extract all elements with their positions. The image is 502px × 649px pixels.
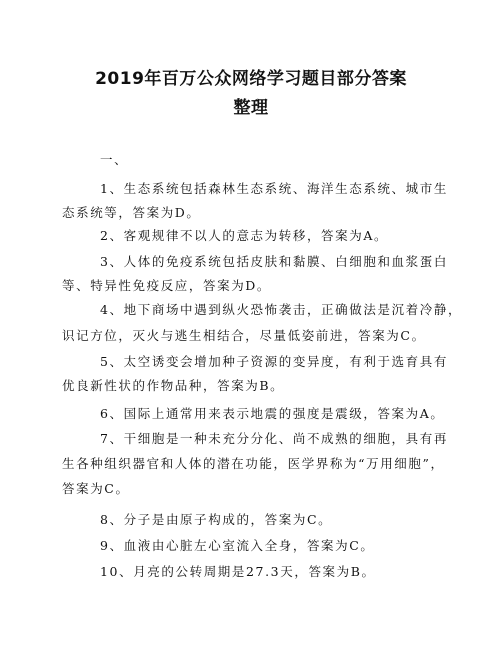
document-title-line-2: 整理 xyxy=(233,98,269,118)
answer-line: 8、分子是由原子构成的，答案为C。 xyxy=(100,512,333,527)
section-marker: 一、 xyxy=(100,152,129,167)
answer-line: 1、生态系统包括森林生态系统、海洋生态系统、城市生 xyxy=(100,181,448,196)
answer-line: 7、干细胞是一种未充分分化、尚不成熟的细胞，具有再 xyxy=(100,431,448,446)
answer-line: 答案为C。 xyxy=(62,481,130,496)
answer-line: 5、太空诱变会增加种子资源的变异度，有利于选育具有 xyxy=(100,354,448,369)
answer-line: 4、地下商场中遇到纵火恐怖袭击，正确做法是沉着冷静， xyxy=(100,302,463,317)
answer-line: 等、特异性免疫反应，答案为D。 xyxy=(62,278,272,293)
document-title-line-1: 2019年百万公众网络学习题目部分答案 xyxy=(95,69,407,89)
answer-line: 2、客观规律不以人的意志为转移，答案为A。 xyxy=(100,228,389,243)
answer-line: 10、月亮的公转周期是27.3天，答案为B。 xyxy=(100,564,376,579)
answer-line: 识记方位，灭火与逃生相结合，尽量低姿前进，答案为C。 xyxy=(62,328,426,343)
answer-line: 优良新性状的作物品种，答案为B。 xyxy=(62,378,285,393)
answer-line: 9、血液由心脏左心室流入全身，答案为C。 xyxy=(100,538,375,553)
answer-line: 生各种组织器官和人体的潜在功能，医学界称为“万用细胞”， xyxy=(62,456,445,471)
answer-line: 6、国际上通常用来表示地震的强度是震级，答案为A。 xyxy=(100,406,445,421)
answer-line: 3、人体的免疫系统包括皮肤和黏膜、白细胞和血浆蛋白 xyxy=(100,254,448,269)
answer-line: 态系统等，答案为D。 xyxy=(62,205,201,220)
